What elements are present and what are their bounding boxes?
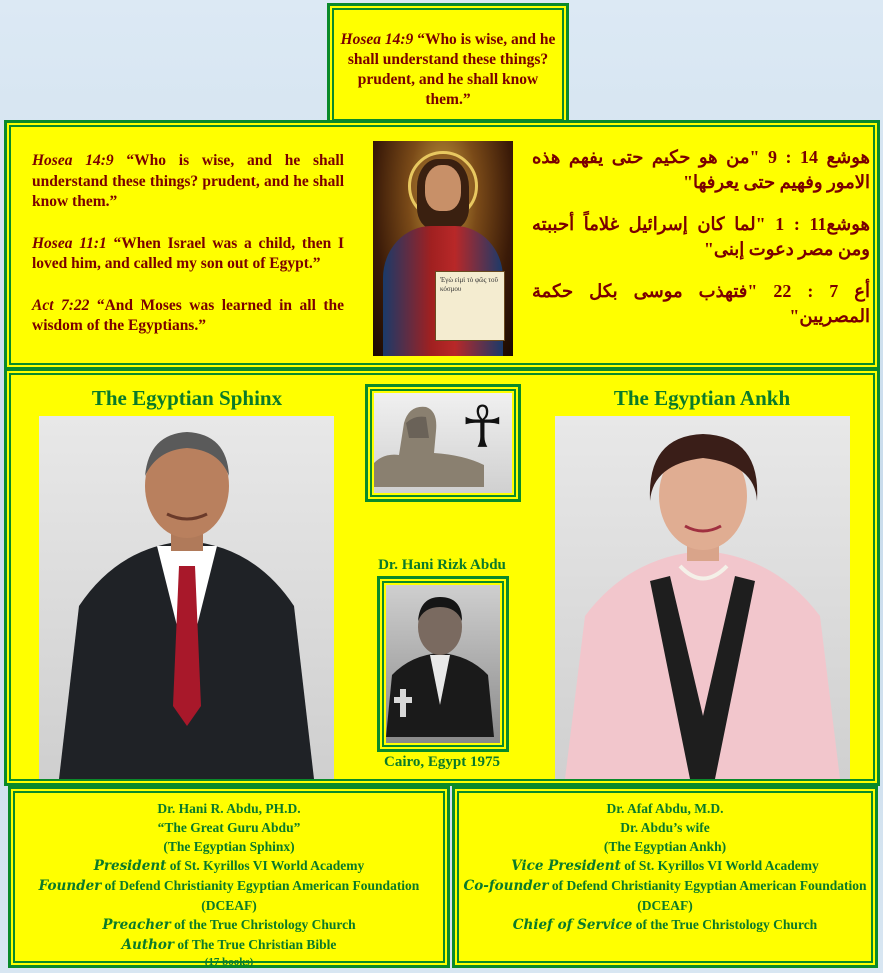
bio-role xyxy=(11,915,447,935)
bio-role xyxy=(11,856,447,876)
young-man-icon xyxy=(386,585,494,737)
arabic-verse: أع 7 : 22 "فتهذب موسى بكل حكمة المصريين" xyxy=(532,281,870,326)
bio-afaf-abdu xyxy=(452,786,878,968)
sphinx-ankh-image xyxy=(374,393,512,493)
verse-text: “When Israel was a child, then I loved him, and called my son out of Egypt.” xyxy=(32,234,344,272)
role-text: of St. Kyrillos VI World Academy xyxy=(620,858,819,873)
verse-panel xyxy=(4,120,880,370)
bio-name: Dr. Hani R. Abdu, PH.D. xyxy=(157,801,301,816)
role-title: President xyxy=(93,858,167,874)
ankh-icon: ☥ xyxy=(460,393,504,461)
open-book-shape: Ἐγὼ εἰμὶ τὸ φῶς τοῦ κόσμου xyxy=(435,271,505,341)
role-title: Founder xyxy=(38,878,102,894)
role-text: of St. Kyrillos VI World Academy xyxy=(166,858,365,873)
young-photo-name: Dr. Hani Rizk Abdu xyxy=(378,557,506,573)
bio-epithet: (The Egyptian Sphinx) xyxy=(163,839,295,854)
role-text: of the True Christology Church xyxy=(170,917,356,932)
bio-role xyxy=(11,935,447,955)
verse-text: “And Moses was learned in all the wisdom of the Egyptians.” xyxy=(32,296,345,334)
role-text: of Defend Christianity Egyptian American Foundation (DCEAF) xyxy=(548,878,867,913)
young-photo-place: Cairo, Egypt 1975 xyxy=(384,754,500,770)
arabic-verse: هوشع11 : 1 "لما كان إسرائيل غلاماً أحببته ومن مصر دعوت إبنى" xyxy=(532,214,870,259)
photo-dr-afaf-abdu xyxy=(555,416,850,779)
bio-nickname: “The Great Guru Abdu” xyxy=(157,820,301,835)
role-text: of The True Christian Bible xyxy=(174,937,337,952)
bio-role xyxy=(11,876,447,915)
portrait-panel xyxy=(4,368,880,786)
bio-role xyxy=(455,856,875,876)
bio-books-count: (17 books) xyxy=(204,956,254,968)
top-quote-text: “Who is wise, and he shall understand these things? prudent, and he shall know them.” xyxy=(347,31,556,108)
bio-name: Dr. Afaf Abdu, M.D. xyxy=(606,801,724,816)
young-hani-photo xyxy=(386,585,500,743)
ankh-heading: The Egyptian Ankh xyxy=(613,386,791,410)
arabic-verse: هوشع 14 : 9 "من هو حكيم حتى يفهم هذه الامور وفهيم حتى يعرفها" xyxy=(532,147,871,192)
bio-role xyxy=(455,876,875,915)
bio-role xyxy=(455,915,875,935)
jesus-icon-image xyxy=(373,141,513,356)
verse-ref: Act 7:22 xyxy=(32,296,90,314)
top-quote-box xyxy=(327,3,569,126)
role-title: Preacher xyxy=(102,917,171,933)
sphinx-heading: The Egyptian Sphinx xyxy=(91,386,283,410)
verse-ref: Hosea 11:1 xyxy=(32,234,107,252)
arabic-verses xyxy=(532,145,870,346)
verse-hosea-11-1 xyxy=(32,234,344,275)
english-verses xyxy=(32,151,344,358)
bio-epithet: (The Egyptian Ankh) xyxy=(603,839,727,854)
sphinx-ankh-frame xyxy=(365,384,521,502)
woman-portrait-icon xyxy=(555,416,850,779)
man-portrait-icon xyxy=(39,416,334,779)
young-photo-frame xyxy=(377,576,509,752)
bio-hani-abdu xyxy=(8,786,450,968)
photo-dr-hani-abdu xyxy=(39,416,334,779)
role-text: of the True Christology Church xyxy=(632,917,818,932)
role-title: Co-founder xyxy=(463,878,549,894)
role-text: of Defend Christianity Egyptian American Foundation (DCEAF) xyxy=(101,878,420,913)
role-title: Vice President xyxy=(511,858,621,874)
face-shape xyxy=(425,165,461,211)
bio-relation: Dr. Abdu’s wife xyxy=(620,820,710,835)
verse-act-7-22 xyxy=(32,296,344,337)
verse-text: “Who is wise, and he shall understand these things? prudent, and he shall know them.” xyxy=(32,152,344,210)
role-title: Chief of Service xyxy=(512,917,633,933)
role-title: Author xyxy=(121,937,175,953)
verse-ref: Hosea 14:9 xyxy=(32,152,114,169)
verse-hosea-14-9 xyxy=(32,151,344,213)
top-quote-ref: Hosea 14:9 xyxy=(340,31,414,48)
